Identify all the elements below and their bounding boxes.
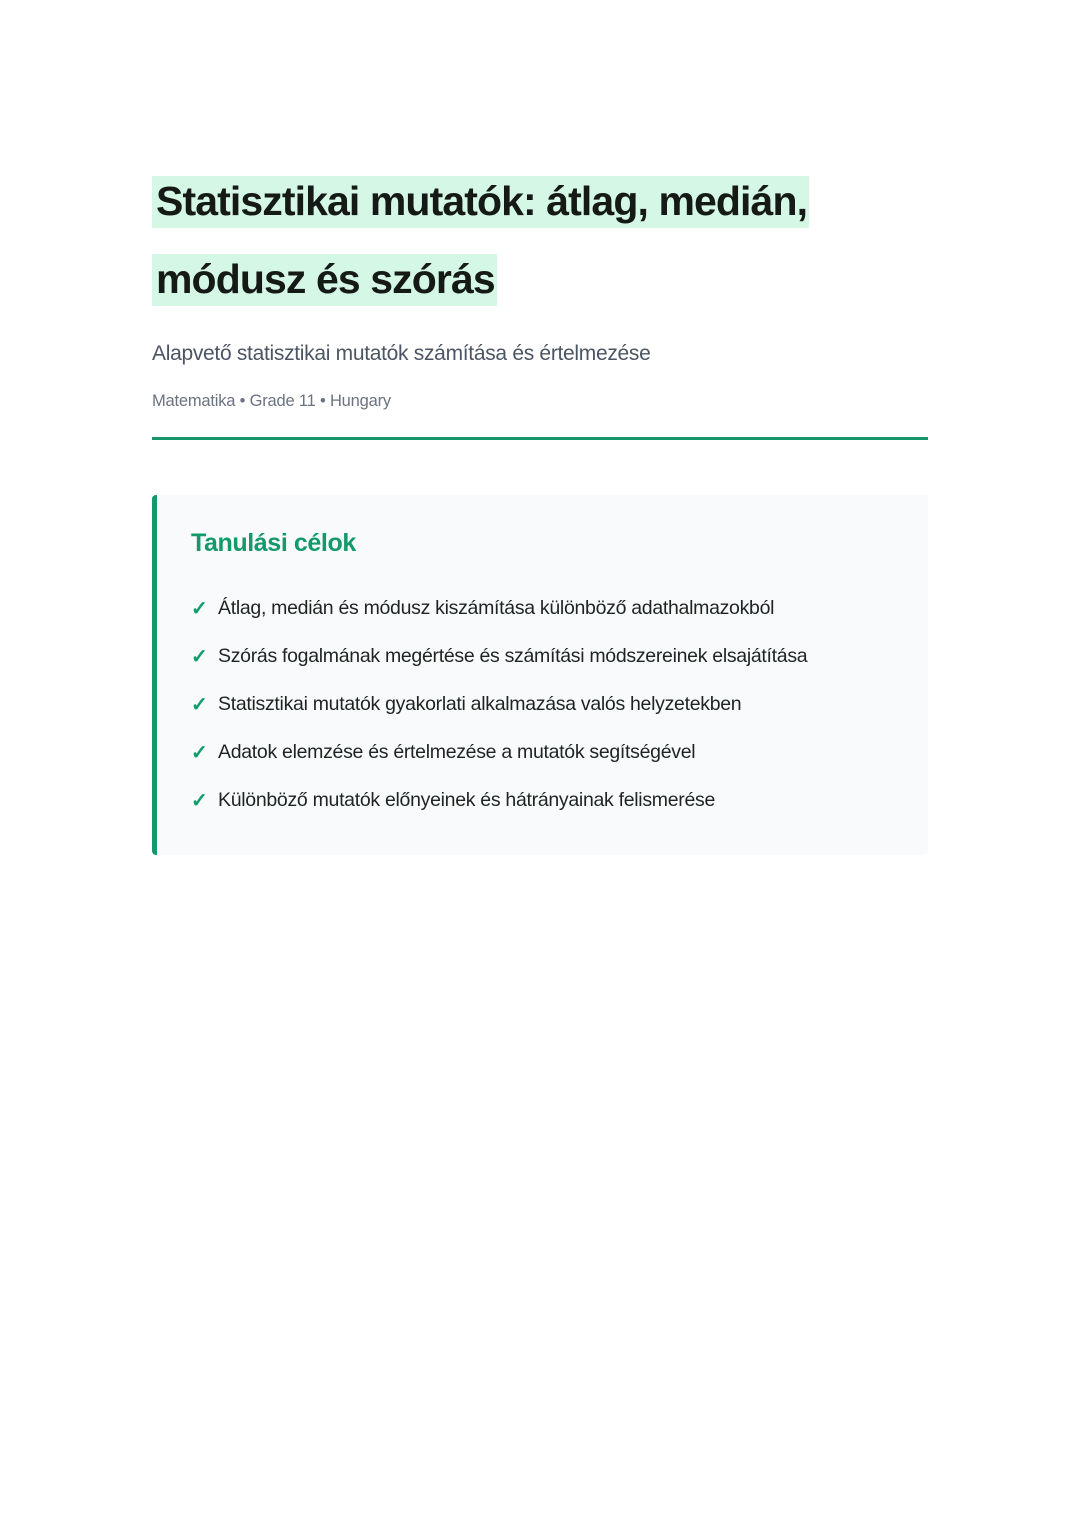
objective-text: Különböző mutatók előnyeinek és hátrányainak felismerése: [218, 788, 715, 811]
document-header: [152, 162, 928, 411]
header-divider: [152, 437, 928, 440]
objective-text: Átlag, medián és módusz kiszámítása különböző adathalmazokból: [218, 596, 775, 619]
page-meta: Matematika • Grade 11 • Hungary: [152, 392, 391, 410]
learning-objectives-box: [152, 495, 928, 855]
objectives-list: [191, 584, 928, 824]
objective-text: Adatok elemzése és értelmezése a mutatók segítségével: [218, 740, 696, 763]
list-item: [191, 584, 928, 632]
page-subtitle: Alapvető statisztikai mutatók számítása és értelmezése: [152, 342, 651, 365]
list-item: [191, 632, 928, 680]
check-icon: ✓: [191, 597, 208, 620]
check-icon: ✓: [191, 741, 208, 764]
check-icon: ✓: [191, 645, 208, 668]
objective-text: Statisztikai mutatók gyakorlati alkalmazása valós helyzetekben: [218, 692, 742, 715]
list-item: [191, 728, 928, 776]
check-icon: ✓: [191, 789, 208, 812]
check-icon: ✓: [191, 693, 208, 716]
title-line-2: módusz és szórás: [152, 254, 497, 306]
title-line-1: Statisztikai mutatók: átlag, medián,: [152, 176, 809, 228]
objectives-heading: Tanulási célok: [191, 529, 356, 557]
objective-text: Szórás fogalmának megértése és számítási módszereinek elsajátítása: [218, 644, 808, 667]
list-item: [191, 776, 928, 824]
page-title: [152, 162, 928, 318]
list-item: [191, 680, 928, 728]
